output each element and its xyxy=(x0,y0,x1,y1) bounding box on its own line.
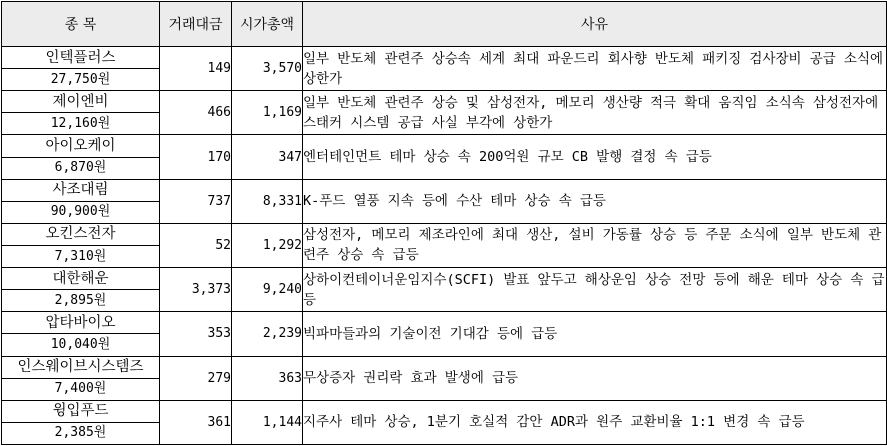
trading-volume: 361 xyxy=(160,400,232,444)
trading-volume: 353 xyxy=(160,312,232,356)
header-reason: 사유 xyxy=(303,2,887,47)
market-cap: 3,570 xyxy=(232,47,303,91)
market-cap: 1,292 xyxy=(232,223,303,267)
reason-text: 빅파마들과의 기술이전 기대감 등에 급등 xyxy=(303,312,887,356)
trading-volume: 279 xyxy=(160,356,232,400)
table-row xyxy=(2,179,887,201)
market-cap: 363 xyxy=(232,356,303,400)
trading-volume: 466 xyxy=(160,91,232,135)
table-row xyxy=(2,223,887,245)
stock-name: 인스웨이브시스템즈 xyxy=(2,356,160,378)
table-row xyxy=(2,356,887,378)
trading-volume: 52 xyxy=(160,223,232,267)
stock-table xyxy=(1,1,887,445)
trading-volume: 170 xyxy=(160,135,232,179)
stock-price: 27,750원 xyxy=(2,69,160,91)
stock-price: 7,400원 xyxy=(2,378,160,400)
stock-price: 90,900원 xyxy=(2,201,160,223)
stock-price: 6,870원 xyxy=(2,157,160,179)
stock-name: 제이엔비 xyxy=(2,91,160,113)
table-row xyxy=(2,400,887,422)
reason-text: 지주사 테마 상승, 1분기 호실적 감안 ADR과 원주 교환비율 1:1 변경 속 급등 xyxy=(303,400,887,444)
reason-text: K-푸드 열풍 지속 등에 수산 테마 상승 속 급등 xyxy=(303,179,887,223)
trading-volume: 3,373 xyxy=(160,268,232,312)
reason-text: 상하이컨테이너운임지수(SCFI) 발표 앞두고 해상운임 상승 전망 등에 해운 테마 상승 속 급등 xyxy=(303,268,887,312)
reason-text: 엔터테인먼트 테마 상승 속 200억원 규모 CB 발행 결정 속 급등 xyxy=(303,135,887,179)
stock-name: 아이오케이 xyxy=(2,135,160,157)
reason-text: 삼성전자, 메모리 제조라인에 최대 생산, 설비 가동률 상승 등 주문 소식에 일부 반도체 관련주 상승 속 급등 xyxy=(303,223,887,267)
stock-name: 인텍플러스 xyxy=(2,47,160,69)
stock-name: 사조대림 xyxy=(2,179,160,201)
stock-name: 대한해운 xyxy=(2,268,160,290)
market-cap: 2,239 xyxy=(232,312,303,356)
market-cap: 347 xyxy=(232,135,303,179)
header-market-cap: 시가총액 xyxy=(232,2,303,47)
stock-name: 오킨스전자 xyxy=(2,223,160,245)
trading-volume: 737 xyxy=(160,179,232,223)
trading-volume: 149 xyxy=(160,47,232,91)
market-cap: 9,240 xyxy=(232,268,303,312)
stock-price: 2,385원 xyxy=(2,422,160,444)
header-row xyxy=(2,2,887,47)
reason-text: 일부 반도체 관련주 상승 및 삼성전자, 메모리 생산량 적극 확대 움직임 소식속 삼성전자에 스태커 시스템 공급 사실 부각에 상한가 xyxy=(303,91,887,135)
reason-text: 무상증자 권리락 효과 발생에 급등 xyxy=(303,356,887,400)
header-volume: 거래대금 xyxy=(160,2,232,47)
reason-text: 일부 반도체 관련주 상승속 세계 최대 파운드리 회사향 반도체 패키징 검사장비 공급 소식에 상한가 xyxy=(303,47,887,91)
table-body xyxy=(2,47,887,445)
stock-price: 10,040원 xyxy=(2,334,160,356)
market-cap: 1,144 xyxy=(232,400,303,444)
stock-name: 윙입푸드 xyxy=(2,400,160,422)
market-cap: 1,169 xyxy=(232,91,303,135)
stock-price: 12,160원 xyxy=(2,113,160,135)
table-row xyxy=(2,91,887,113)
stock-price: 7,310원 xyxy=(2,245,160,267)
stock-price: 2,895원 xyxy=(2,290,160,312)
table-row xyxy=(2,268,887,290)
table-row xyxy=(2,135,887,157)
table-row xyxy=(2,312,887,334)
header-name: 종 목 xyxy=(2,2,160,47)
table-row xyxy=(2,47,887,69)
stock-name: 압타바이오 xyxy=(2,312,160,334)
market-cap: 8,331 xyxy=(232,179,303,223)
